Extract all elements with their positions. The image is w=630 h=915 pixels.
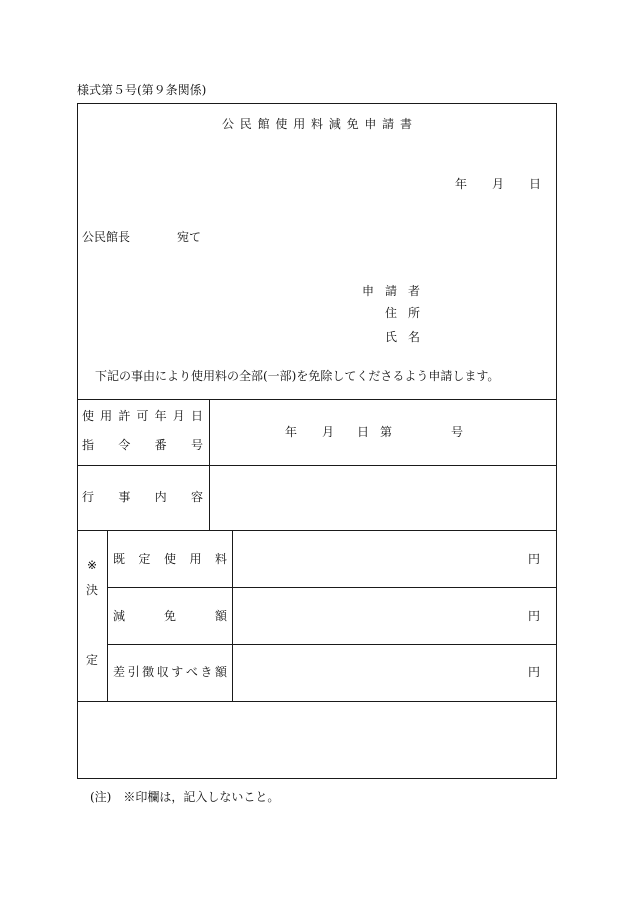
glyph: 内 [154,490,167,504]
decision-label-char-2: 定 [85,653,98,667]
glyph: 館 [257,117,270,131]
glyph [504,177,516,191]
glyph: 年 [154,409,167,423]
glyph [467,177,479,191]
applicant-name-label [385,330,420,344]
header-section-divider [77,399,557,400]
glyph: 住 [385,306,398,320]
permit-order-prefix: 第 [380,425,393,439]
glyph: 使 [275,117,288,131]
glyph: 請 [385,284,398,298]
application-date [455,177,541,191]
permit-date-label [82,409,203,423]
event-row-divider [77,530,557,531]
glyph: 既 [113,552,126,566]
order-number-label [82,438,203,452]
glyph: 料 [310,117,323,131]
decision-label-char-1: 決 [85,583,98,597]
glyph [517,177,529,191]
glyph: 号 [190,438,203,452]
glyph: 容 [190,490,203,504]
standard-fee-label [113,552,227,566]
decision-section-divider [77,701,557,702]
addressee: 公民館長 [82,230,131,244]
glyph: 令 [118,438,131,452]
permit-month-label: 月 [322,425,335,439]
event-content-label [82,490,203,504]
permit-order-suffix: 号 [451,425,464,439]
glyph: 書 [399,117,412,131]
applicant-address-label [385,306,420,320]
glyph: 定 [138,552,151,566]
decision-marker: ※ [86,558,98,572]
glyph: 番 [154,438,167,452]
glyph: 可 [136,409,149,423]
amount-due-unit: 円 [528,665,541,679]
application-statement: 下記の事由により使用料の全部(一部)を免除してくださるよう申請します。 [95,369,500,383]
glyph: 用 [100,409,113,423]
permit-row-divider [77,465,557,466]
glyph: 公 [222,117,235,131]
glyph: 事 [118,490,131,504]
glyph: 用 [189,552,202,566]
glyph: 使 [164,552,177,566]
exemption-amount-label [113,609,227,623]
glyph: 額 [214,665,227,679]
footnote: (注) ※印欄は，記入しないこと。 [90,790,280,804]
glyph: き [200,665,213,679]
glyph: 氏 [385,330,398,344]
glyph: 所 [408,306,421,320]
glyph: 料 [215,552,228,566]
glyph: 申 [362,284,375,298]
glyph: 収 [156,665,169,679]
permit-day-label: 日 [357,425,370,439]
decision-row-divider-1 [107,587,557,588]
glyph: 引 [127,665,140,679]
glyph: 請 [382,117,395,131]
glyph: 免 [346,117,359,131]
glyph: 指 [82,438,95,452]
glyph [480,177,492,191]
decision-row-divider-2 [107,644,557,645]
glyph: 申 [364,117,377,131]
glyph: 徴 [142,665,155,679]
glyph: 者 [408,284,421,298]
glyph: 年 [455,177,468,191]
addressee-suffix: 宛て [177,230,202,244]
glyph: 行 [82,490,95,504]
standard-fee-unit: 円 [528,552,541,566]
glyph: 名 [408,330,421,344]
glyph: 額 [215,609,228,623]
amount-due-label [113,665,227,679]
form-number: 様式第５号(第９条関係) [77,83,207,97]
glyph: 許 [118,409,131,423]
decision-marker-column-divider [107,530,108,701]
label-column-divider [209,399,210,530]
glyph: 月 [491,177,504,191]
glyph: す [171,665,184,679]
glyph: 減 [328,117,341,131]
decision-label-column-divider [232,530,233,701]
permit-year-label: 年 [285,425,298,439]
glyph: 月 [172,409,185,423]
form-title [222,117,412,131]
glyph: 日 [190,409,203,423]
glyph: 使 [82,409,95,423]
exemption-amount-unit: 円 [528,609,541,623]
glyph: 減 [113,609,126,623]
glyph: 用 [293,117,306,131]
glyph: 免 [164,609,177,623]
glyph: べ [185,665,198,679]
applicant-label [362,284,420,298]
glyph: 民 [239,117,252,131]
glyph: 差 [113,665,126,679]
glyph: 日 [528,177,541,191]
